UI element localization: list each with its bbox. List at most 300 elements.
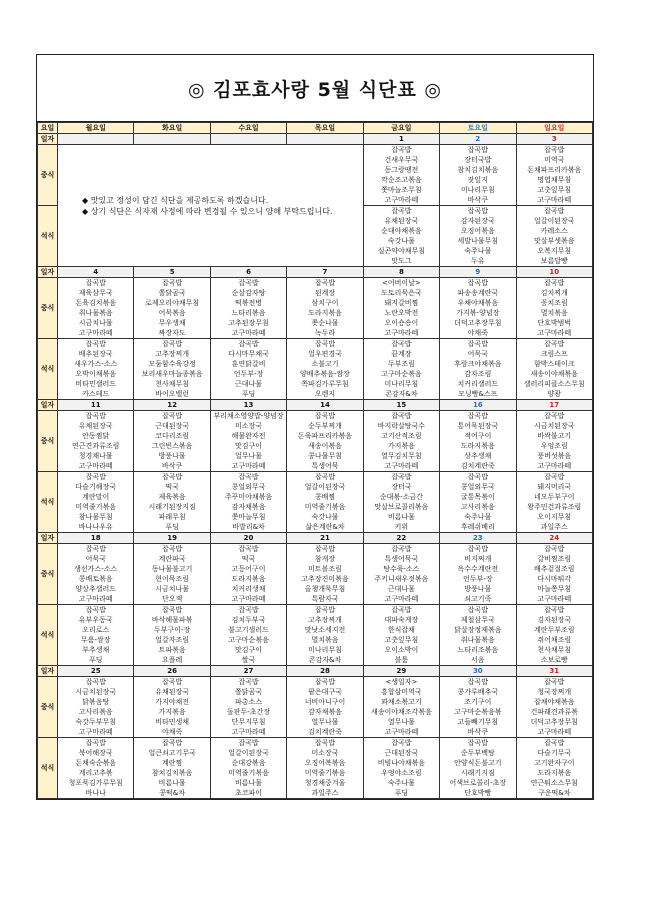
menu-item: 배추겉절조림 bbox=[533, 565, 575, 573]
menu-item: 순대강볶음 bbox=[231, 759, 266, 767]
menu-cell bbox=[516, 738, 592, 799]
menu-item: 얼갈이된장국 bbox=[533, 217, 575, 225]
menu-item: 숙주나물 bbox=[387, 779, 415, 787]
date-cell bbox=[58, 134, 134, 145]
menu-item: 푸딩 bbox=[88, 656, 103, 664]
menu-item: 참나물무침 bbox=[78, 513, 113, 521]
menu-item: 다슬기해장국 bbox=[75, 483, 116, 491]
menu-item: 떡국 bbox=[165, 483, 179, 491]
menu-item: 특람자국 bbox=[311, 595, 339, 603]
menu-item: 무룸-쌈장 bbox=[80, 636, 111, 644]
menu-item: 푸딩 bbox=[165, 523, 179, 531]
menu-item: 두유 bbox=[471, 257, 485, 265]
menu-item: 건새우무국 bbox=[384, 156, 419, 164]
date-row bbox=[38, 533, 593, 544]
menu-item: 모둠함수육강정 bbox=[148, 360, 196, 368]
menu-item: 도라지볶음 bbox=[537, 769, 572, 777]
menu-item: 초코파이 bbox=[235, 789, 263, 797]
menu-item: 고구마라떼 bbox=[78, 595, 113, 603]
menu-item: 파총소스 bbox=[235, 698, 263, 706]
menu-cell bbox=[287, 677, 363, 738]
menu-cell bbox=[287, 411, 363, 472]
menu-item: 잡채야채볶음 bbox=[533, 698, 575, 706]
menu-item: 잡곡밥 bbox=[467, 473, 488, 481]
menu-item: 잡곡밥 bbox=[238, 279, 259, 287]
menu-item: 잡곡밥 bbox=[161, 678, 183, 686]
menu-item: 끔계장 bbox=[391, 350, 412, 358]
date-cell: 11 bbox=[58, 400, 134, 411]
day-fri: 금요일 bbox=[363, 123, 439, 134]
menu-item: 천사채무침 bbox=[537, 646, 572, 654]
menu-item: 콩나물무침 bbox=[308, 452, 342, 460]
day-label: 요일 bbox=[38, 123, 58, 134]
date-label: 일자 bbox=[38, 134, 58, 145]
menu-cell bbox=[363, 605, 439, 666]
menu-item: 쌀국 bbox=[241, 656, 256, 664]
menu-item: 잡곡밥 bbox=[391, 207, 412, 215]
menu-item: 숙갓나물 bbox=[311, 513, 339, 521]
menu-item: 미소장국 bbox=[235, 422, 263, 430]
menu-item: 모닝빵&스프 bbox=[458, 390, 498, 398]
menu-item: 맛살부셋볶음 bbox=[533, 237, 575, 245]
menu-item: 야채죽 bbox=[161, 728, 183, 736]
notice-box bbox=[58, 145, 364, 267]
menu-item: 순두부백탕 bbox=[460, 749, 495, 757]
menu-sheet bbox=[36, 54, 594, 800]
menu-item: 파송송계란국 bbox=[457, 289, 499, 297]
menu-cell bbox=[210, 411, 286, 472]
menu-item: 오징어볶음 bbox=[460, 227, 495, 235]
menu-cell bbox=[516, 206, 592, 267]
menu-item: 쥐어채조림 bbox=[537, 636, 572, 644]
date-cell: 16 bbox=[440, 400, 516, 411]
menu-item: 제철삼무국 bbox=[460, 616, 495, 624]
menu-item: 쫄닭곰국 bbox=[158, 289, 186, 297]
date-cell bbox=[134, 134, 210, 145]
menu-item: 후레쉬베리 bbox=[460, 523, 495, 531]
menu-item: 흥합삼미역국 bbox=[381, 688, 422, 696]
menu-item: 고구마라떼 bbox=[231, 329, 266, 337]
menu-item: 유채된장국 bbox=[384, 217, 419, 225]
menu-item: 얼큰쇠고기무국 bbox=[148, 749, 196, 757]
menu-item: 바삭쿠 bbox=[467, 196, 488, 204]
menu-item: 청경채중겨울 bbox=[304, 779, 346, 787]
menu-cell bbox=[134, 411, 210, 472]
menu-cell bbox=[440, 145, 516, 206]
menu-item: 바삭해물파볶 bbox=[151, 616, 193, 624]
menu-cell bbox=[134, 605, 210, 666]
menu-item: <생일자> bbox=[385, 678, 418, 686]
menu-item: 부추생채 bbox=[82, 646, 110, 654]
menu-item: 고추장찌개 bbox=[155, 350, 190, 358]
dinner-label: 석식 bbox=[38, 339, 58, 400]
date-cell: 22 bbox=[363, 533, 439, 544]
menu-item: 비타민생채 bbox=[155, 718, 190, 726]
menu-item: 꽈채소볶고기 bbox=[381, 698, 422, 706]
menu-item: 더덕고추장무침 bbox=[530, 718, 578, 726]
menu-item: 가지야채전 bbox=[155, 698, 190, 706]
menu-item: 특생어묵 bbox=[311, 462, 339, 470]
menu-item: 고기완자구이 bbox=[533, 759, 575, 767]
menu-item: 참치김치볶음 bbox=[457, 166, 499, 174]
menu-item: 언두부-장 bbox=[233, 370, 264, 378]
menu-item: 잡곡밥 bbox=[238, 473, 259, 481]
date-cell: 26 bbox=[134, 666, 210, 677]
menu-item: 통어묵된장국 bbox=[457, 422, 499, 430]
date-cell: 29 bbox=[363, 666, 439, 677]
menu-item: 순대야채볶음 bbox=[381, 227, 422, 235]
menu-item: 주키니새우젓볶음 bbox=[374, 575, 429, 583]
menu-item: 가지볶-양념장 bbox=[456, 309, 500, 317]
lunch-label: 중식 bbox=[38, 411, 58, 472]
date-cell: 9 bbox=[440, 267, 516, 278]
menu-item: 맛김구이 bbox=[235, 646, 263, 654]
menu-item: 잡곡밥 bbox=[391, 545, 412, 553]
menu-item: 잡곡밥 bbox=[314, 340, 336, 348]
menu-cell bbox=[363, 206, 439, 267]
menu-item: 비타민샐러드 bbox=[75, 380, 116, 388]
menu-item: 잣잎지 bbox=[467, 176, 488, 184]
menu-cell bbox=[134, 544, 210, 605]
menu-item: 단무지무침 bbox=[231, 718, 266, 726]
menu-item: 더덕고추장무침 bbox=[454, 319, 502, 327]
menu-item: 고구마라떼 bbox=[384, 728, 419, 736]
menu-item: 된계장 bbox=[314, 289, 336, 297]
menu-item: 잡곡밥 bbox=[85, 739, 106, 747]
menu-item: 특생어묵국 bbox=[384, 555, 419, 563]
menu-item: 제육볶음 bbox=[158, 493, 186, 501]
dinner-label: 석식 bbox=[38, 206, 58, 267]
menu-item: 느타리볶음 bbox=[231, 309, 266, 317]
menu-item: 너비아니구이 bbox=[304, 698, 346, 706]
menu-item: 조기구이 bbox=[464, 698, 492, 706]
menu-item: 콩얼외무국 bbox=[460, 483, 495, 491]
date-cell: 14 bbox=[287, 400, 363, 411]
menu-item: 계란두부조림 bbox=[533, 626, 575, 634]
menu-item: 두부조림 bbox=[387, 360, 415, 368]
menu-item: 잡곡밥 bbox=[544, 473, 565, 481]
date-cell: 28 bbox=[287, 666, 363, 677]
date-cell bbox=[287, 134, 363, 145]
menu-item: 바발리&차 bbox=[232, 523, 265, 531]
menu-item: 잡곡밥 bbox=[391, 412, 412, 420]
menu-item: 건파래견과류볶 bbox=[530, 708, 578, 716]
date-cell: 1 bbox=[363, 134, 439, 145]
menu-item: 콩배토볶음 bbox=[78, 575, 113, 583]
menu-item: 잡곡밥 bbox=[85, 678, 106, 686]
menu-item: 바삭쿠 bbox=[161, 462, 183, 470]
menu-item: 키위 bbox=[394, 523, 409, 531]
menu-item: 떡국 bbox=[241, 555, 256, 563]
menu-item: 세발나물무침 bbox=[457, 237, 499, 245]
menu-item: 한식잡채 bbox=[387, 626, 415, 634]
menu-item: 양상추샐러드 bbox=[75, 585, 116, 593]
menu-item: 감자채볶음 bbox=[308, 708, 342, 716]
menu-item: 크림스프 bbox=[540, 350, 568, 358]
menu-item: 유채된장국 bbox=[155, 688, 190, 696]
menu-item: 다시마무채국 bbox=[228, 350, 269, 358]
menu-item: 순살감자탕 bbox=[231, 289, 266, 297]
date-cell: 19 bbox=[134, 533, 210, 544]
lunch-label: 중식 bbox=[38, 278, 58, 339]
menu-item: 잡곡밥 bbox=[467, 678, 488, 686]
date-cell: 10 bbox=[516, 267, 592, 278]
title-box bbox=[37, 55, 593, 122]
menu-item: 계란찜 bbox=[161, 759, 183, 767]
menu-item: 잡곡밥 bbox=[391, 473, 412, 481]
menu-item: 참게장 bbox=[314, 555, 336, 563]
menu-item: 트파볶음 bbox=[158, 646, 186, 654]
date-row bbox=[38, 267, 593, 278]
menu-item: 잡곡밥 bbox=[238, 606, 259, 614]
dinner-row bbox=[38, 472, 593, 533]
menu-item: 잡곡밥 bbox=[161, 606, 183, 614]
date-cell: 2 bbox=[440, 134, 516, 145]
menu-item: 숙주나물 bbox=[464, 513, 492, 521]
menu-item: 푸딩 bbox=[241, 390, 256, 398]
date-label: 일자 bbox=[38, 533, 58, 544]
menu-item: 서음 bbox=[471, 656, 485, 664]
date-cell: 3 bbox=[516, 134, 592, 145]
menu-item: 고구마라떼 bbox=[78, 728, 113, 736]
menu-item: 불고기샐러드 bbox=[228, 626, 269, 634]
menu-item: 시금치나물 bbox=[155, 585, 190, 593]
menu-item: 보리새우마늘종볶음 bbox=[141, 370, 203, 378]
menu-item: 훈연닭갈비 bbox=[231, 360, 266, 368]
menu-item: 바지락살탕국수 bbox=[377, 422, 426, 430]
menu-item: 잡곡밥 bbox=[544, 412, 565, 420]
date-cell: 17 bbox=[516, 400, 592, 411]
menu-item: 고추장진미볶음 bbox=[301, 575, 349, 583]
menu-item: 푸딩 bbox=[394, 789, 409, 797]
day-mon: 월요일 bbox=[58, 123, 134, 134]
menu-item: 고구마라떼 bbox=[384, 462, 419, 470]
menu-item: 얼갈자조림 bbox=[155, 636, 190, 644]
lunch-row bbox=[38, 677, 593, 738]
menu-item: 안양식돈불고기 bbox=[454, 759, 502, 767]
menu-table bbox=[37, 122, 593, 799]
menu-item: 미트볼조림 bbox=[308, 565, 342, 573]
menu-item: 미역줄기볶음 bbox=[304, 769, 346, 777]
menu-item: 고구마라떼 bbox=[231, 728, 266, 736]
day-tue: 화요일 bbox=[134, 123, 210, 134]
menu-item: 고구마라떼 bbox=[231, 462, 266, 470]
menu-cell bbox=[440, 411, 516, 472]
menu-item: 숙갓나물 bbox=[387, 237, 415, 245]
menu-item: 고춧잎무침 bbox=[384, 636, 419, 644]
menu-item: 잡곡밥 bbox=[391, 739, 412, 747]
menu-item: 연근튀소스무침 bbox=[530, 779, 578, 787]
menu-item: 고추된장무침 bbox=[228, 319, 269, 327]
menu-item: 단호박빵 bbox=[464, 789, 492, 797]
day-wed: 수요일 bbox=[210, 123, 286, 134]
menu-item: 고들빼기무침 bbox=[457, 718, 499, 726]
menu-cell bbox=[134, 472, 210, 533]
menu-item: 숙주나물 bbox=[464, 247, 492, 255]
menu-cell bbox=[363, 411, 439, 472]
menu-cell bbox=[363, 544, 439, 605]
menu-item: 콩배찜 bbox=[314, 493, 336, 501]
menu-cell bbox=[440, 738, 516, 799]
menu-item: 치커리샐러드 bbox=[457, 380, 499, 388]
lunch-row bbox=[38, 145, 593, 206]
menu-item: <어버이날> bbox=[382, 279, 421, 287]
menu-cell bbox=[210, 605, 286, 666]
dinner-row bbox=[38, 605, 593, 666]
menu-cell bbox=[134, 278, 210, 339]
menu-item: 잡곡밥 bbox=[391, 146, 412, 154]
menu-item: 잡곡밥 bbox=[314, 473, 336, 481]
menu-item: 꽁치조림 bbox=[540, 299, 568, 307]
menu-cell bbox=[516, 339, 592, 400]
menu-item: 멸치볶음 bbox=[540, 309, 568, 317]
menu-item: 파래무침 bbox=[158, 513, 186, 521]
menu-item: 천사채무침 bbox=[155, 380, 190, 388]
menu-item: 닭살장정제볶음 bbox=[454, 626, 502, 634]
menu-item: 돈육김치볶음 bbox=[75, 299, 116, 307]
menu-item: 양광 bbox=[547, 390, 562, 398]
menu-item: 언두부-장 bbox=[463, 575, 493, 583]
menu-item: 짜장자도 bbox=[158, 329, 186, 337]
menu-item: 실곤약야채무침 bbox=[377, 247, 426, 255]
menu-cell bbox=[58, 411, 134, 472]
menu-item: 잡곡밥 bbox=[85, 412, 106, 420]
date-cell: 13 bbox=[210, 400, 286, 411]
dinner-row bbox=[38, 339, 593, 400]
menu-item: 닭볶음탕 bbox=[82, 698, 110, 706]
menu-item: 잡곡밥 bbox=[314, 279, 336, 287]
date-cell: 20 bbox=[210, 533, 286, 544]
menu-item: 네모두부구이 bbox=[533, 493, 575, 501]
menu-item: 고구마순볶음볶 bbox=[454, 708, 502, 716]
menu-item: 잡곡밥 bbox=[314, 606, 336, 614]
menu-item: 돼지갈비찜 bbox=[384, 299, 419, 307]
menu-cell bbox=[516, 278, 592, 339]
menu-item: 오복지무침 bbox=[537, 247, 572, 255]
menu-item: 연근견과류조림 bbox=[72, 442, 120, 450]
menu-item: 잡곡밥 bbox=[467, 739, 488, 747]
menu-item: 시금치나물 bbox=[78, 319, 113, 327]
dinner-row bbox=[38, 738, 593, 799]
menu-item: 잡곡밥 bbox=[544, 146, 565, 154]
menu-item: 오이숑숑이 bbox=[384, 319, 419, 327]
menu-item: 녹두라 bbox=[314, 329, 336, 337]
menu-item: 새송이볶음 bbox=[308, 442, 342, 450]
menu-item: 비름나물 bbox=[235, 779, 263, 787]
date-row bbox=[38, 400, 593, 411]
menu-item: 미나리무침 bbox=[460, 186, 495, 194]
menu-item: 고사리볶음 bbox=[78, 708, 113, 716]
menu-cell bbox=[440, 605, 516, 666]
menu-item: 바삭쿠 bbox=[467, 728, 488, 736]
menu-item: 오박이채볶음 bbox=[75, 370, 116, 378]
menu-item: 잡곡밥 bbox=[161, 473, 183, 481]
menu-cell bbox=[516, 605, 592, 666]
menu-item: 잡곡밥 bbox=[85, 279, 106, 287]
menu-item: 생선가스-소스 bbox=[74, 565, 118, 573]
menu-item: 배추된장국 bbox=[78, 350, 113, 358]
menu-item: 김자된장국 bbox=[537, 616, 572, 624]
menu-item: 잡곡밥 bbox=[85, 606, 106, 614]
menu-item: 쇠고기죽 bbox=[464, 595, 492, 603]
menu-item: 풍버섯볶음 bbox=[537, 452, 572, 460]
lunch-label: 중식 bbox=[38, 677, 58, 738]
menu-cell bbox=[440, 278, 516, 339]
menu-item: 미역줄기볶음 bbox=[228, 769, 269, 777]
menu-item: 바나나우유 bbox=[78, 523, 113, 531]
menu-item: 근대나물 bbox=[235, 380, 263, 388]
menu-item: 콩가루배추국 bbox=[457, 688, 499, 696]
menu-cell bbox=[440, 677, 516, 738]
menu-item: 계리고추볶 bbox=[78, 769, 113, 777]
menu-item: 시금치된장국 bbox=[75, 688, 116, 696]
menu-cell bbox=[287, 339, 363, 400]
menu-item: 단호박범벅 bbox=[537, 319, 572, 327]
menu-item: 고구마라떼 bbox=[78, 462, 113, 470]
menu-cell bbox=[516, 544, 592, 605]
date-label: 일자 bbox=[38, 400, 58, 411]
menu-item: 다시마튀각 bbox=[537, 575, 572, 583]
menu-item: 돈육파프리카볶음 bbox=[297, 432, 353, 440]
menu-cell bbox=[516, 472, 592, 533]
menu-item: 콩얼외무국 bbox=[231, 483, 266, 491]
menu-item: 비빔나야채볶음 bbox=[377, 759, 426, 767]
menu-item: 깍순조고볶음 bbox=[381, 176, 422, 184]
date-cell: 5 bbox=[134, 267, 210, 278]
menu-item: 고구마라떼 bbox=[78, 329, 113, 337]
menu-cell bbox=[287, 738, 363, 799]
menu-cell bbox=[134, 339, 210, 400]
menu-item: 갈비찜조림 bbox=[537, 555, 572, 563]
menu-item: 바이오밸런 bbox=[155, 390, 190, 398]
date-cell bbox=[210, 134, 286, 145]
menu-item: 카스테드 bbox=[82, 390, 110, 398]
day-thu: 목요일 bbox=[287, 123, 363, 134]
menu-item: 장터국밥 bbox=[464, 156, 492, 164]
menu-item: 계란파국 bbox=[158, 555, 186, 563]
date-cell: 21 bbox=[287, 533, 363, 544]
menu-item: 탕수육-소스 bbox=[383, 565, 420, 573]
menu-item: 보름달빵 bbox=[540, 257, 568, 265]
menu-item: 무우생채 bbox=[158, 319, 186, 327]
menu-item: 청포묵김가루무침 bbox=[68, 779, 123, 787]
menu-item: 시금치된장국 bbox=[533, 422, 575, 430]
menu-item: 굴통목볶이 bbox=[460, 493, 495, 501]
menu-item: 잡곡밥 bbox=[238, 545, 259, 553]
date-cell: 18 bbox=[58, 533, 134, 544]
menu-item: 우채야채볶음 bbox=[457, 299, 499, 307]
menu-item: 맛김구이 bbox=[235, 442, 263, 450]
menu-cell bbox=[363, 472, 439, 533]
menu-item: 잡곡밥 bbox=[161, 739, 183, 747]
menu-item: 동나물불고기 bbox=[151, 565, 193, 573]
menu-item: 오이지무침 bbox=[537, 513, 572, 521]
menu-item: 얼갈이된장국 bbox=[228, 749, 269, 757]
lunch-row bbox=[38, 411, 593, 472]
menu-item: 제육삼무국 bbox=[78, 289, 113, 297]
menu-item: 청경채나물 bbox=[78, 452, 113, 460]
menu-item: 잡곡밥 bbox=[314, 545, 336, 553]
menu-item: 돌판두-초간장 bbox=[227, 708, 271, 716]
lunch-label: 중식 bbox=[38, 145, 58, 206]
menu-item: 오리로스 bbox=[82, 626, 110, 634]
menu-item: 잡곡밥 bbox=[544, 606, 565, 614]
menu-item: 잡곡밥 bbox=[467, 340, 488, 348]
menu-item: 콩떡&차 bbox=[159, 789, 185, 797]
menu-cell bbox=[363, 339, 439, 400]
menu-item: 올챙개묵무침 bbox=[304, 585, 346, 593]
menu-item: 미나리무침 bbox=[384, 380, 419, 388]
